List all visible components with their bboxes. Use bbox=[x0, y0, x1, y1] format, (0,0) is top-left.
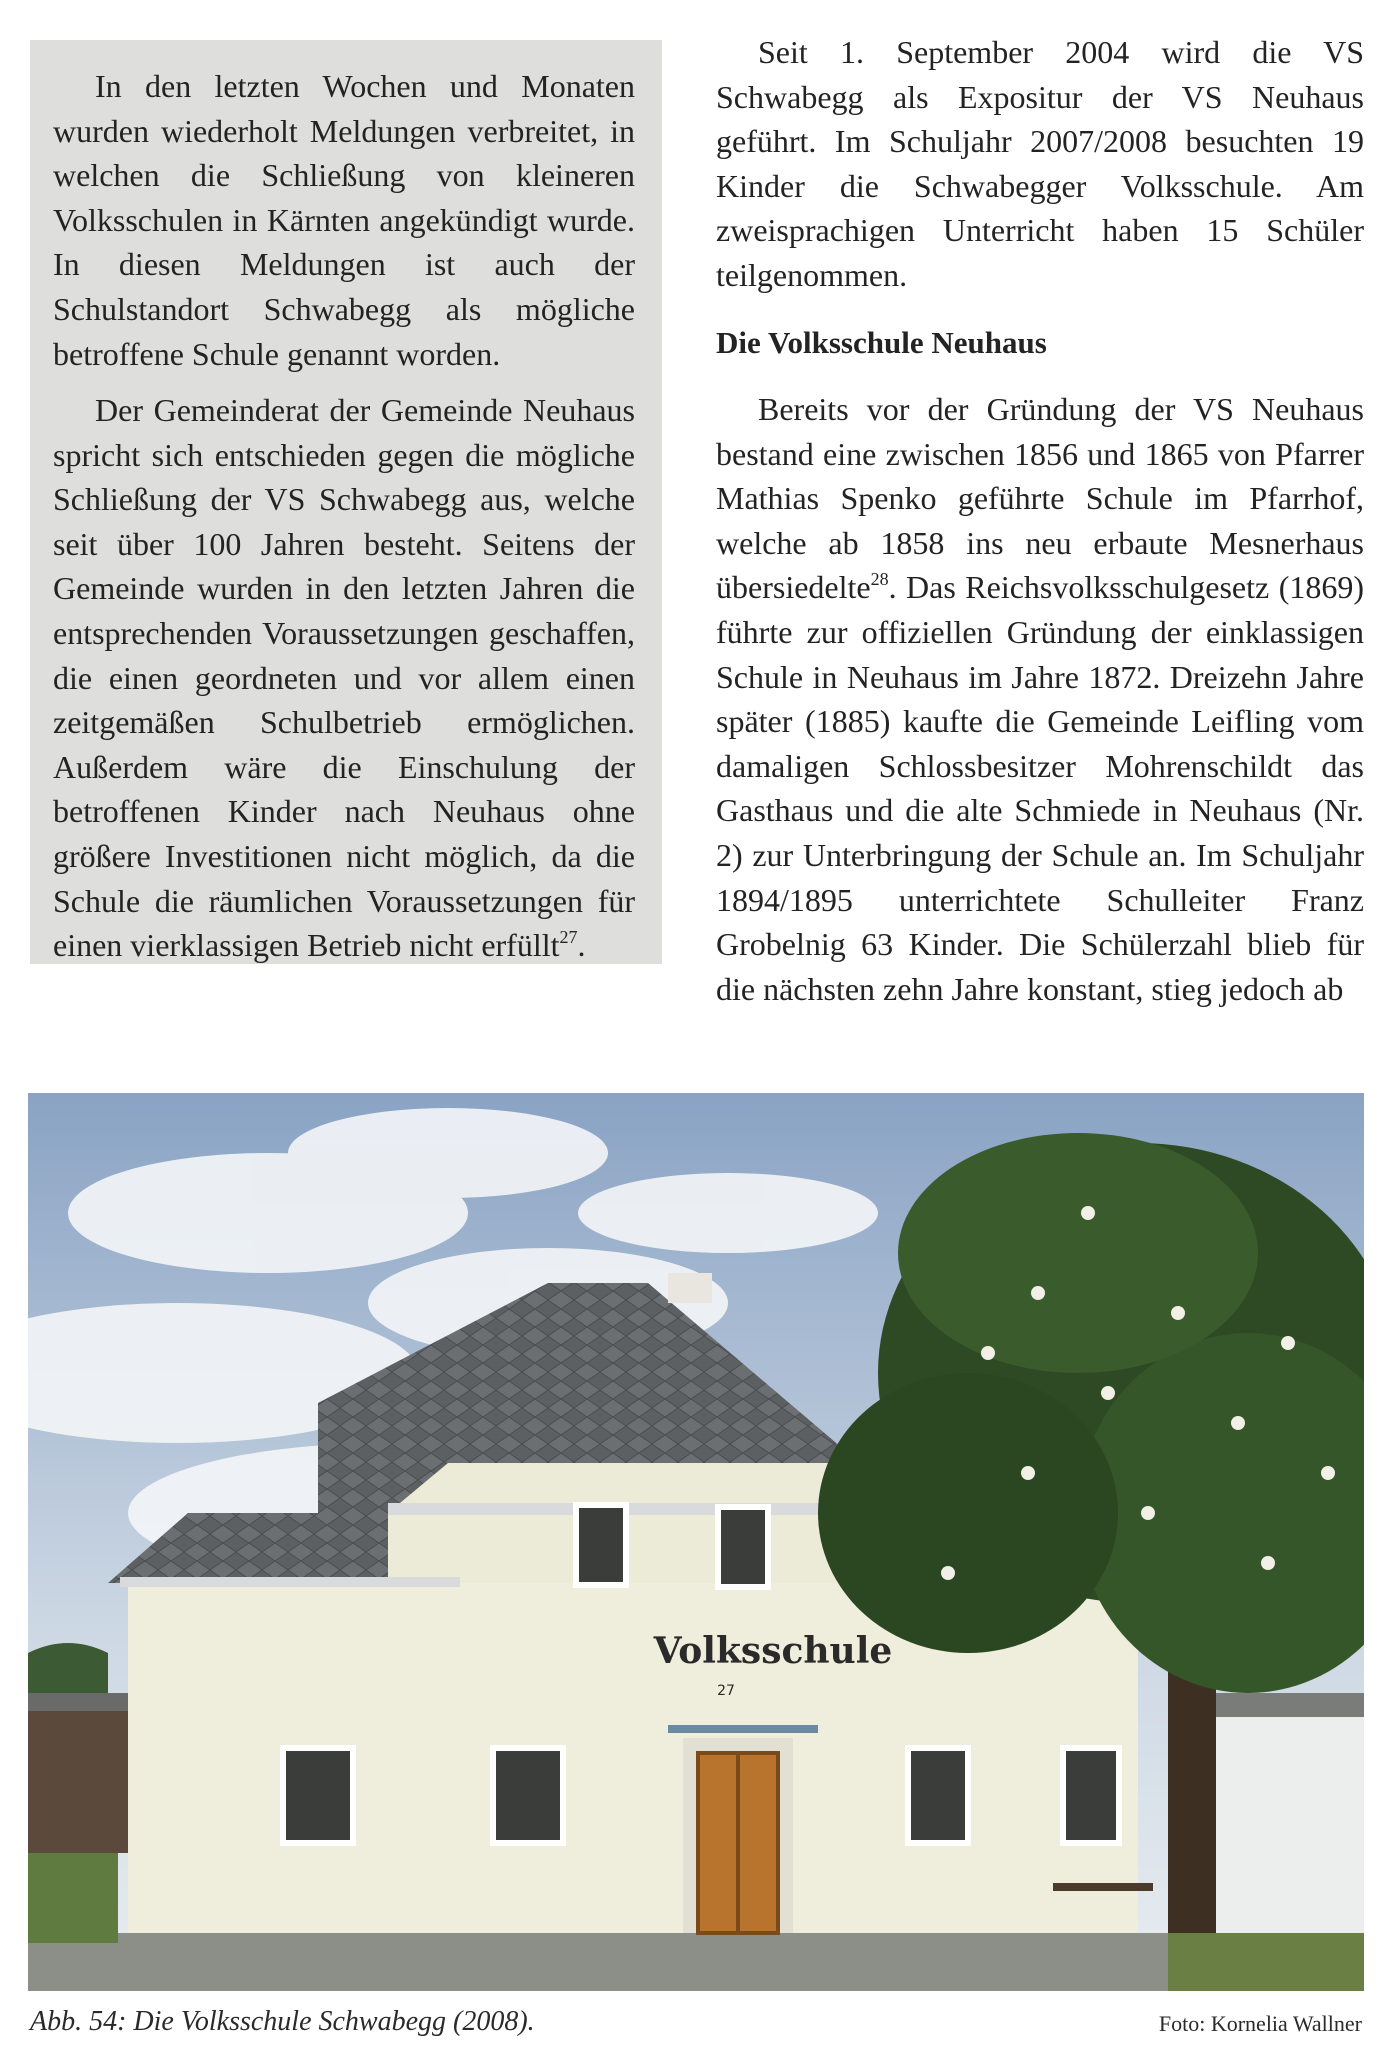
ground bbox=[28, 1933, 1364, 1991]
box-paragraph-2-text: Der Gemeinderat der Gemeinde Neuhaus spricht sich entschieden gegen die mögliche Schließung der VS Schwabegg aus, welche seit über 100 Jahren besteht. Seitens der Gemeinde wurden in den letzten Jahren die entsprechenden Voraussetzungen geschaffen, die einen geordneten und vor allem einen zeitgemäßen Schulbetrieb ermöglichen. Außerdem wäre die Einschulung der betroffenen Kinder nach Neuhaus ohne größere Investitionen nicht möglich, da die Schule die räumlichen Voraussetzungen für einen vierklassigen Betrieb nicht erfüllt bbox=[53, 392, 635, 964]
school-sign: Volksschule bbox=[653, 1630, 893, 1672]
shaded-text-box bbox=[30, 40, 662, 964]
photo-credit: Foto: Kornelia Wallner bbox=[1158, 2011, 1362, 2036]
box-paragraph-2: Der Gemeinderat der Gemeinde Neuhaus spricht sich entschieden gegen die mögliche Schließung der VS Schwabegg aus, welche seit über 100 Jahren besteht. Seitens der Gemeinde wurden in den letzten Jahren die entsprechenden Voraussetzungen geschaffen, die einen geordneten und vor allem einen zeitgemäßen Schulbetrieb ermöglichen. Außerdem wäre die Einschulung der betroffenen Kinder nach Neuhaus ohne größere Investitionen nicht möglich, da die Schule die räumlichen Voraussetzungen für einen vierklassigen Betrieb nicht erfüllt$^{27}$. bbox=[53, 392, 635, 964]
chimney bbox=[668, 1273, 712, 1303]
column-paragraph-2-text-b: . Das Reichsvolksschulgesetz (1869) führte zur offiziellen Gründung der einklassigen Schule in Neuhaus im Jahre 1872. Dreizehn Jahre später (1885) kaufte die Gemeinde Leifling vom damaligen Schlossbesitzer Mohrenschildt das Gasthaus und die alte Schmiede in Neuhaus (Nr. 2) zur Unterbringung der Schule an. Im Schuljahr 1894/1895 unterrichtete Schulleiter Franz Grobelnig 63 Kinder. Die Schülerzahl blieb für die nächsten zehn Jahre konstant, stieg jedoch ab bbox=[716, 569, 1364, 1007]
footnote-marker-28: 28 bbox=[870, 569, 889, 590]
school-photo-illustration bbox=[28, 1093, 1364, 1991]
figure-caption: Abb. 54: Die Volksschule Schwabegg (2008). bbox=[30, 2006, 535, 2037]
section-heading: Die Volksschule Neuhaus bbox=[716, 325, 1047, 360]
school-photo bbox=[28, 1093, 1364, 1991]
left-shed bbox=[28, 1703, 138, 1853]
column-paragraph-2-text-a: Bereits vor der Gründung der VS Neuhaus bestand eine zwischen 1856 und 1865 von Pfarrer Mathias Spenko geführte Schule im Pfarrhof, welche ab 1858 ins neu erbaute Mesnerhaus übersiedelte bbox=[716, 391, 1364, 606]
house-number: 27 bbox=[717, 1683, 735, 1699]
column-paragraph-2 bbox=[716, 387, 1364, 1011]
column-paragraph-1: Seit 1. September 2004 wird die VS Schwabegg als Expositur der VS Neuhaus geführt. Im Schuljahr 2007/2008 besuchten 19 Kinder die Schwabegger Volksschule. Am zweisprachigen Unterricht haben 15 Schüler teilgenommen. bbox=[716, 34, 1364, 293]
box-paragraph-1: In den letzten Wochen und Monaten wurden wiederholt Meldungen verbreitet, in welchen die Schließung von kleineren Volksschulen in Kärnten angekündigt wurde. In diesen Meldungen ist auch der Schulstandort Schwabegg als mögliche betroffene Schule genannt worden. bbox=[53, 68, 635, 372]
bench bbox=[1053, 1883, 1153, 1891]
footnote-marker-27: 27 bbox=[559, 927, 578, 948]
